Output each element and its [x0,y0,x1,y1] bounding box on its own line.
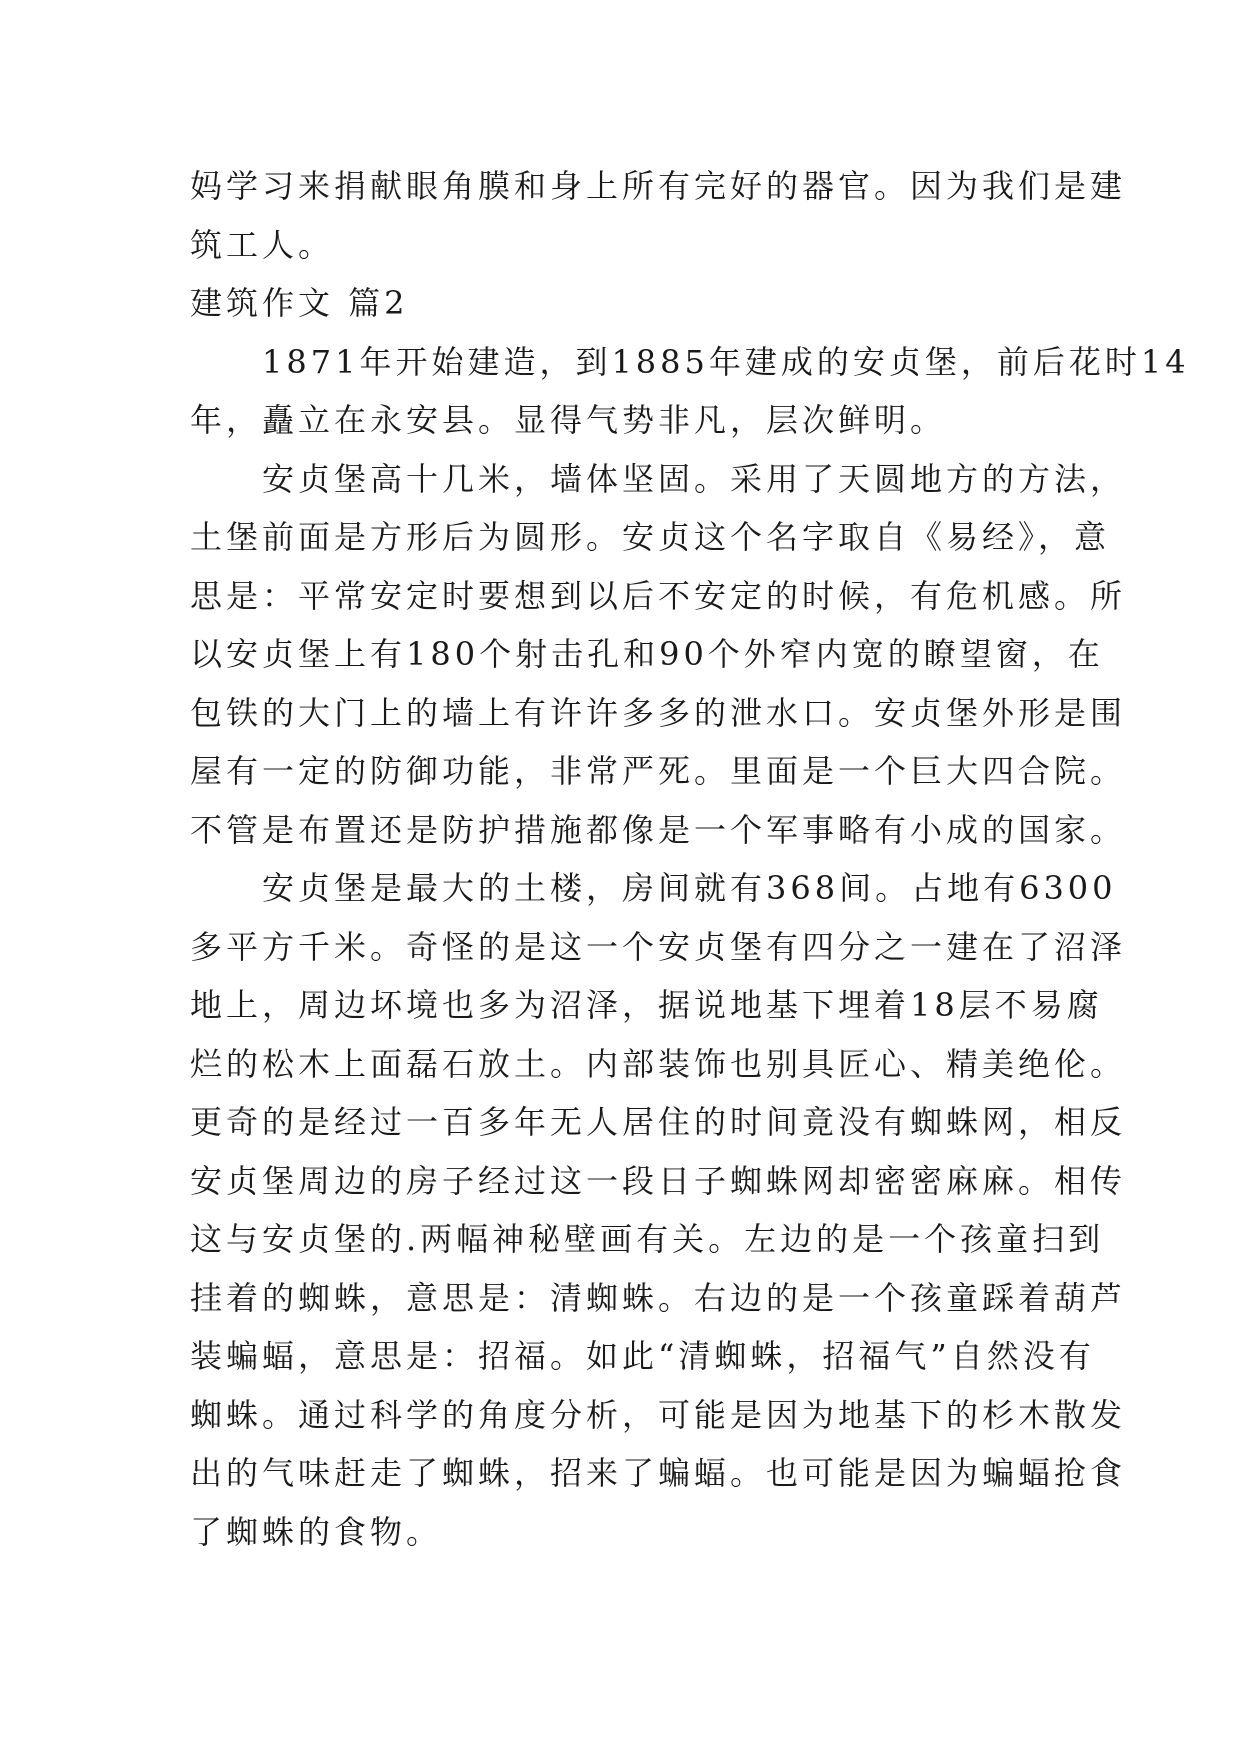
text-line: 思是：平常安定时要想到以后不安定的时候，有危机感。所 [190,576,1127,615]
document-body [190,157,1190,1561]
text-line: 蜘蛛。通过科学的角度分析，可能是因为地基下的杉木散发 [190,1395,1127,1434]
text-line: 烂的松木上面磊石放土。内部装饰也别具匠心、精美绝伦。 [190,1044,1127,1083]
text-line: 装蝙蝠，意思是：招福。如此“清蜘蛛，招福气”自然没有 [190,1337,1095,1375]
text-line: 1871年开始建造，到1885年建成的安贞堡，前后花时14 [262,342,1190,381]
text-line: 屋有一定的防御功能，非常严死。里面是一个巨大四合院。 [190,752,1127,790]
text-line: 妈学习来捐献眼角膜和身上所有完好的器官。因为我们是建 [190,167,1127,205]
text-line: 这与安贞堡的.两幅神秘壁画有关。左边的是一个孩童扫到 [190,1220,1105,1258]
text-line: 土堡前面是方形后为圆形。安贞这个名字取自《易经》，意 [190,518,1111,556]
text-line: 安贞堡是最大的土楼，房间就有368间。占地有6300 [262,869,1117,907]
text-line: 多平方千米。奇怪的是这一个安贞堡有四分之一建在了沼泽 [190,927,1127,966]
text-line: 以安贞堡上有180个射击孔和90个外窄内宽的瞭望窗，在 [190,635,1104,673]
text-line: 了蜘蛛的食物。 [190,1512,443,1551]
text-line: 地上，周边坏境也多为沼泽，据说地基下埋着18层不易腐 [190,986,1103,1024]
text-line: 更奇的是经过一百多年无人居住的时间竟没有蜘蛛网，相反 [190,1103,1127,1141]
text-line: 挂着的蜘蛛，意思是：清蜘蛛。右边的是一个孩童踩着葫芦 [190,1278,1127,1317]
text-line: 安贞堡高十几米，墙体坚固。采用了天圆地方的方法， [262,459,1127,498]
section-heading: 建筑作文 篇2 [190,284,409,322]
text-line: 筑工人。 [190,225,335,264]
text-line: 安贞堡周边的房子经过这一段日子蜘蛛网却密密麻麻。相传 [190,1161,1127,1200]
text-line: 不管是布置还是防护措施都像是一个军事略有小成的国家。 [190,810,1127,849]
text-line: 年，矗立在永安县。显得气势非凡，层次鲜明。 [190,401,947,439]
text-line: 包铁的大门上的墙上有许许多多的泄水口。安贞堡外形是围 [190,693,1127,732]
text-line: 出的气味赶走了蜘蛛，招来了蝙蝠。也可能是因为蝙蝠抢食 [190,1454,1127,1492]
